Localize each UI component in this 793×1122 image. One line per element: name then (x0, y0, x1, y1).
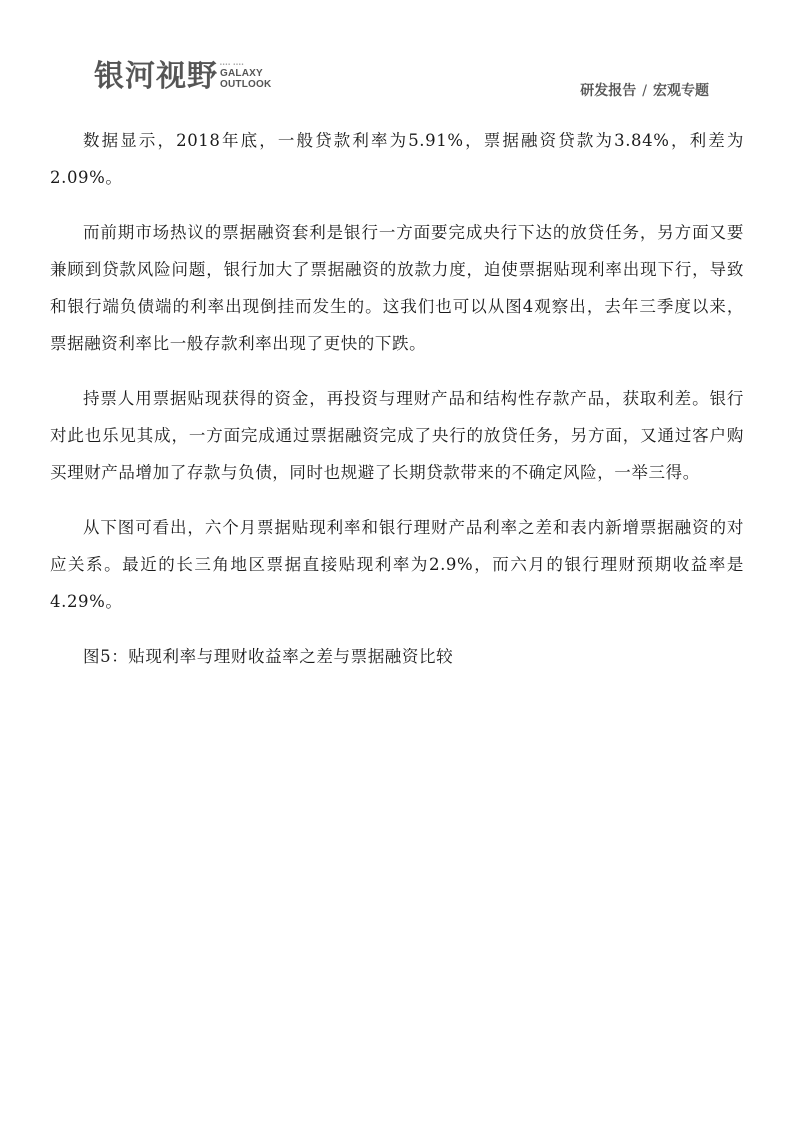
paragraph-1: 数据显示，2018年底，一般贷款利率为5.91%，票据融资贷款为3.84%，利差为2.09%。 (50, 131, 744, 187)
logo-english-text (220, 62, 271, 90)
paragraph-4: 从下图可看出，六个月票据贴现利率和银行理财产品利率之差和表内新增票据融资的对应关系。最近的长三角地区票据直接贴现利率为2.9%，而六月的银行理财预期收益率是4.29%。 (50, 518, 744, 611)
logo-en-line1: GALAXY (220, 68, 263, 79)
page-header (0, 0, 793, 110)
report-section-label (580, 80, 709, 100)
section-separator: / (642, 83, 647, 99)
document-body (50, 122, 744, 675)
logo-en-line2: OUTLOOK (220, 79, 272, 90)
logo-dots: •••• •••• (220, 62, 245, 68)
galaxy-outlook-logo (94, 60, 271, 94)
paragraph-3: 持票人用票据贴现获得的资金，再投资与理财产品和结构性存款产品，获取利差。银行对此也乐见其成，一方面完成通过票据融资完成了央行的放贷任务，另方面，又通过客户购买理财产品增加了存款与负债，同时也规避了长期贷款带来的不确定风险，一举三得。 (50, 389, 744, 482)
logo-chinese-text: 银河视野 (94, 59, 218, 94)
figure-caption: 图5：贴现利率与理财收益率之差与票据融资比较 (83, 647, 454, 666)
section-research-report: 研发报告 (580, 83, 637, 99)
paragraph-2: 而前期市场热议的票据融资套利是银行一方面要完成央行下达的放贷任务，另方面又要兼顾到贷款风险问题，银行加大了票据融资的放款力度，迫使票据贴现利率出现下行，导致和银行端负债端的利率出现倒挂而发生的。这我们也可以从图4观察出，去年三季度以来，票据融资利率比一般存款利率出现了更快的下跌。 (50, 223, 744, 353)
section-macro-topic: 宏观专题 (653, 83, 709, 99)
